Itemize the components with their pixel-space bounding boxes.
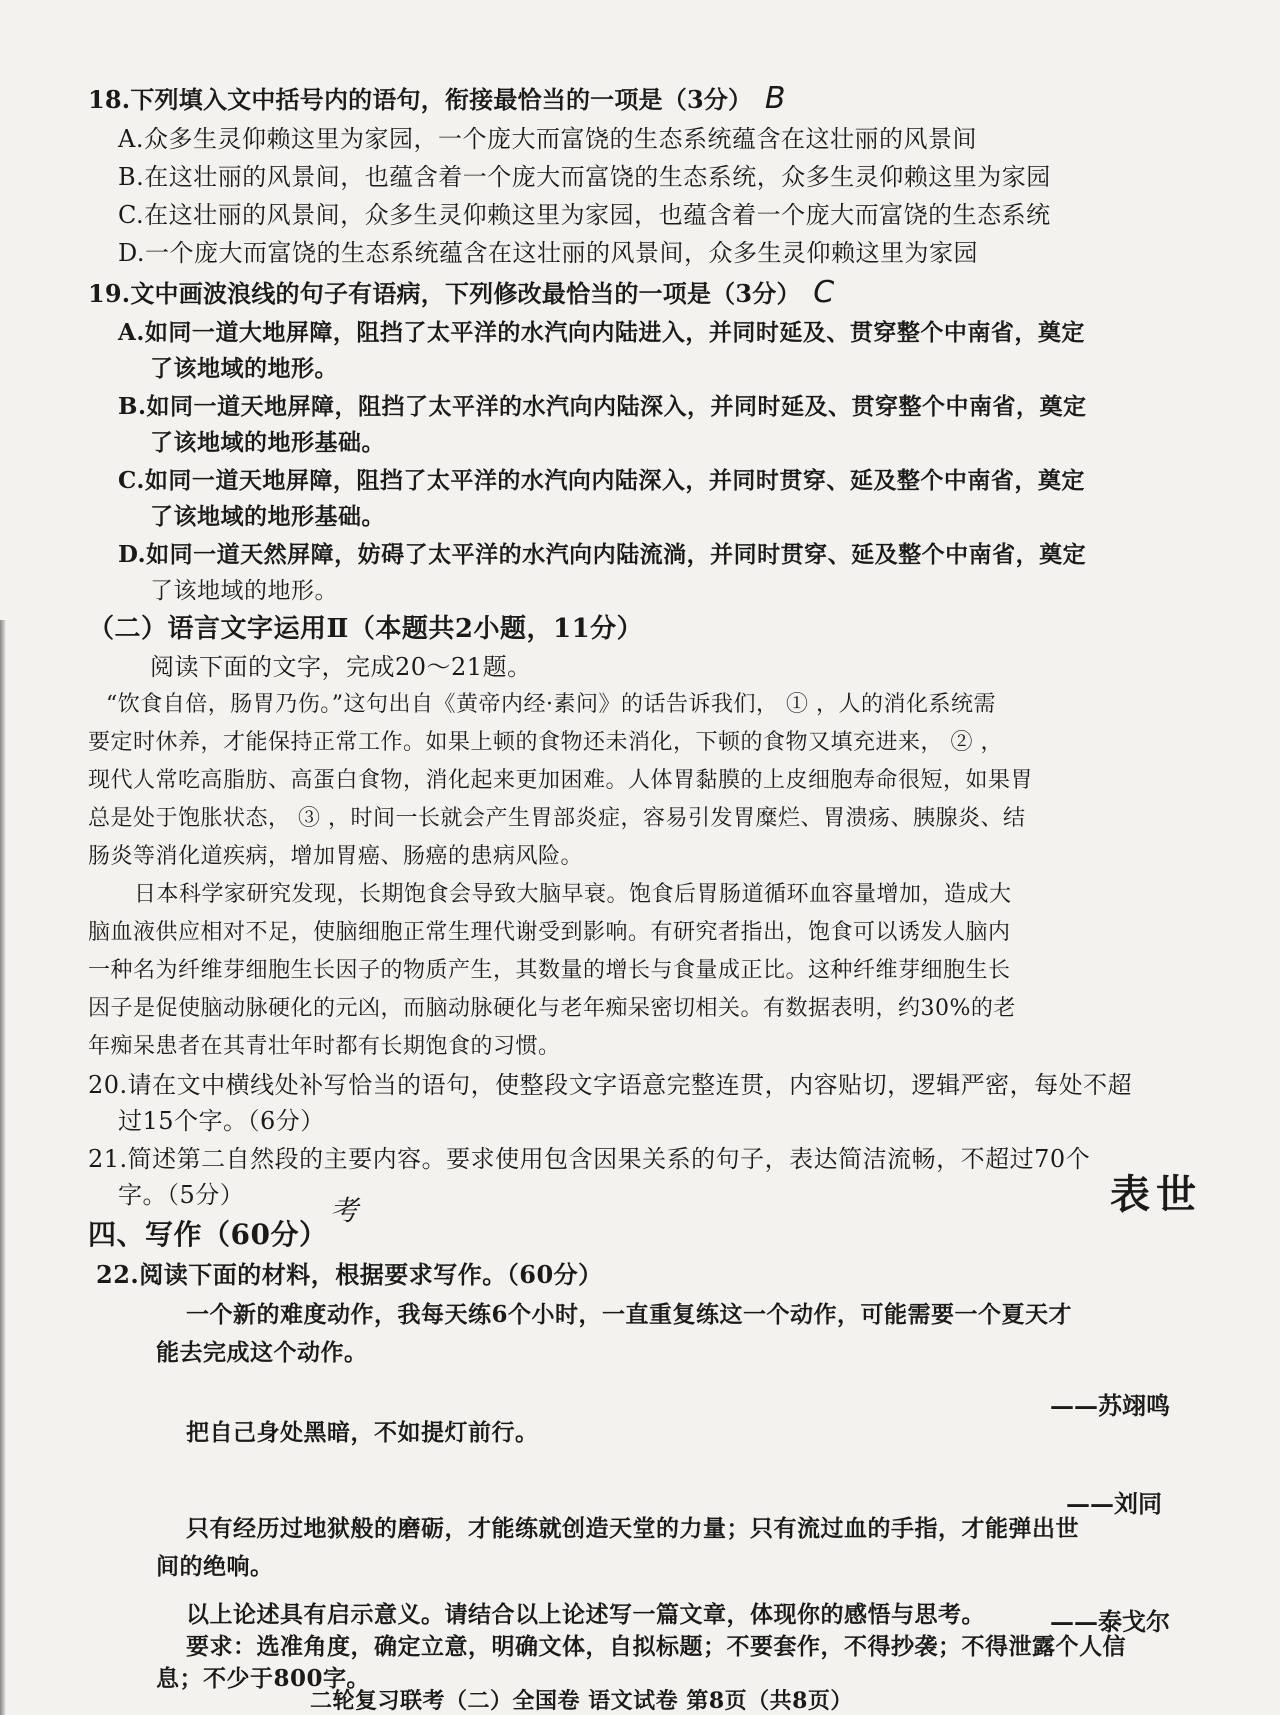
q19-handwritten-answer: C: [813, 275, 835, 310]
q19-option-a-line2: 了该地域的地形。: [150, 355, 338, 382]
page-footer: 二轮复习联考（二）全国卷 语文试卷 第8页（共8页）: [310, 1688, 853, 1714]
section4-heading: 四、写作（60分）: [88, 1218, 328, 1251]
q21-line2: 字。（5分）: [118, 1181, 245, 1209]
handwritten-side-note: 考: [330, 1194, 359, 1227]
passage-para1-line4: 总是处于饱胀状态， ③ ，时间一长就会产生胃部炎症，容易引发胃糜烂、胃溃疡、胰腺炎、结: [88, 806, 1026, 831]
passage-para1-line3: 现代人常吃高脂肪、高蛋白食物，消化起来更加困难。人体胃黏膜的上皮细胞寿命很短，如果胃: [88, 768, 1034, 793]
q19-option-d-line1: D.如同一道天然屏障，妨碍了太平洋的水汽向内陆流淌，并同时贯穿、延及整个中南省，奠定: [118, 541, 1087, 568]
passage-para1-line2: 要定时休养，才能保持正常工作。如果上顿的食物还未消化，下顿的食物又填充进来， ② ，: [88, 730, 1003, 755]
section2-instruction: 阅读下面的文字，完成20～21题。: [150, 653, 532, 681]
q21-line1: 21.简述第二自然段的主要内容。要求使用包含因果关系的句子，表达简洁流畅，不超过70个: [88, 1145, 1091, 1173]
passage-para1-line5: 肠炎等消化道疾病，增加胃癌、肠癌的患病风险。: [88, 844, 584, 869]
quote2: 把自己身处黑暗，不如提灯前行。: [186, 1419, 539, 1446]
q19-stem-text: 19.文中画波浪线的句子有语病，下列修改最恰当的一项是（3分）: [88, 279, 801, 308]
passage-para2-line4: 因子是促使脑动脉硬化的元凶，而脑动脉硬化与老年痴呆密切相关。有数据表明，约30%的老: [88, 996, 1016, 1021]
passage-para2-line2: 脑血液供应相对不足，使脑细胞正常生理代谢受到影响。有研究者指出，饱食可以诱发人脑内: [88, 920, 1011, 945]
passage-para2-line1: 日本科学家研究发现，长期饱食会导致大脑早衰。饱食后胃肠道循环血容量增加，造成大: [134, 882, 1012, 907]
quote1-author: ——苏翊鸣: [1050, 1391, 1170, 1420]
quote1-line2: 能去完成这个动作。: [156, 1339, 368, 1366]
q19-option-a-line1: A.如同一道大地屏障，阻挡了太平洋的水汽向内陆进入，并同时延及、贯穿整个中南省，奠定: [118, 319, 1085, 346]
writing-requirement-line1: 以上论述具有启示意义。请结合以上论述写一篇文章，体现你的感悟与思考。: [186, 1601, 985, 1628]
writing-requirement-line2: 要求：选准角度，确定立意，明确文体，自拟标题；不要套作，不得抄袭；不得泄露个人信: [186, 1633, 1126, 1660]
quote2-author: ——刘同: [1066, 1489, 1162, 1518]
q19-option-b-line2: 了该地域的地形基础。: [150, 429, 385, 456]
q19-option-c-line2: 了该地域的地形基础。: [150, 503, 385, 530]
q18-stem-text: 18.下列填入文中括号内的语句，衔接最恰当的一项是（3分）: [88, 85, 753, 114]
q18-handwritten-answer: B: [764, 81, 786, 116]
passage-para2-line3: 一种名为纤维芽细胞生长因子的物质产生，其数量的增长与食量成正比。这种纤维芽细胞生长: [88, 958, 1011, 983]
quote3-line2: 间的绝响。: [156, 1553, 274, 1580]
q18-stem: [88, 81, 786, 116]
passage-para1-line1: “饮食自倍，肠胃乃伤。”这句出自《黄帝内经·素问》的话告诉我们， ① ，人的消化系统需: [106, 692, 996, 717]
q22-stem: 22.阅读下面的材料，根据要求写作。（60分）: [96, 1260, 603, 1289]
q20-line1: 20.请在文中横线处补写恰当的语句，使整段文字语意完整连贯，内容贴切，逻辑严密，每处不超: [88, 1071, 1133, 1099]
quote3-author: ——泰戈尔: [1050, 1607, 1170, 1636]
q19-stem: [88, 275, 835, 310]
q18-option-d: D.一个庞大而富饶的生态系统蕴含在这壮丽的风景间，众多生灵仰赖这里为家园: [118, 239, 979, 267]
section2-heading: （二）语言文字运用Ⅱ（本题共2小题，11分）: [88, 614, 644, 644]
quote1-line1: 一个新的难度动作，我每天练6个小时，一直重复练这一个动作，可能需要一个夏天才: [186, 1301, 1073, 1328]
q19-option-c-line1: C.如同一道天地屏障，阻挡了太平洋的水汽向内陆深入，并同时贯穿、延及整个中南省，奠定: [118, 467, 1085, 494]
q20-line2: 过15个字。（6分）: [118, 1107, 325, 1135]
quote3-line1: 只有经历过地狱般的磨砺，才能练就创造天堂的力量；只有流过血的手指，才能弹出世: [186, 1515, 1079, 1542]
q18-option-c: C.在这壮丽的风景间，众多生灵仰赖这里为家园，也蕴含着一个庞大而富饶的生态系统: [118, 201, 1051, 229]
q18-option-b: B.在这壮丽的风景间，也蕴含着一个庞大而富饶的生态系统，众多生灵仰赖这里为家园: [118, 163, 1051, 191]
writing-requirement-line3: 息；不少于800字。: [156, 1665, 371, 1692]
q19-option-b-line1: B.如同一道天地屏障，阻挡了太平洋的水汽向内陆深入，并同时延及、贯穿整个中南省，奠定: [118, 393, 1087, 420]
handwritten-corner-note: 表世: [1110, 1172, 1202, 1218]
scan-edge-shadow: [0, 620, 6, 1715]
q19-option-d-line2: 了该地域的地形。: [150, 578, 338, 604]
q18-option-a: A.众多生灵仰赖这里为家园，一个庞大而富饶的生态系统蕴含在这壮丽的风景间: [118, 125, 977, 153]
passage-para2-line5: 年痴呆患者在其青壮年时都有长期饱食的习惯。: [88, 1034, 561, 1059]
